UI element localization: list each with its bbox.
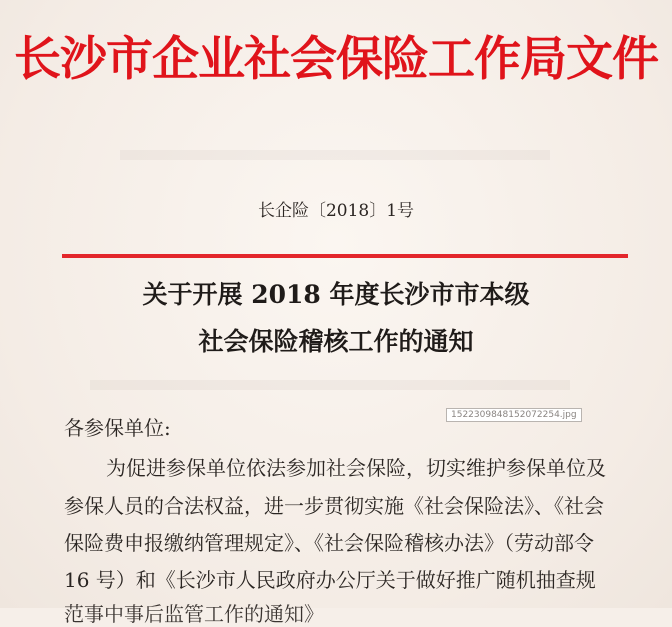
body-paragraph-line: 为促进参保单位依法参加社会保险，切实维护参保单位及 <box>106 456 606 480</box>
body-paragraph-line: 参保人员的合法权益，进一步贯彻实施《社会保险法》、《社会 <box>64 494 604 518</box>
image-filename-tag: 1522309848152072254.jpg <box>446 408 582 422</box>
body-paragraph-line: 范事中事后监管工作的通知》 <box>64 602 324 626</box>
notice-title-line-2: 社会保险稽核工作的通知 <box>198 327 474 356</box>
body-paragraph-line: 16 号）和《长沙市人民政府办公厅关于做好推广随机抽查规 <box>64 568 596 592</box>
salutation: 各参保单位: <box>64 416 171 440</box>
notice-title-line-1: 关于开展 2018 年度长沙市市本级 <box>142 280 530 309</box>
bleed-through-shading <box>90 380 570 390</box>
body-paragraph-line: 保险费申报缴纳管理规定》、《社会保险稽核办法》（劳动部令 <box>64 531 594 555</box>
agency-header-title: 长沙市企业社会保险工作局文件 <box>14 32 658 87</box>
header-red-rule <box>62 254 628 258</box>
bleed-through-shading <box>120 150 550 160</box>
document-number: 长企险〔2018〕1号 <box>257 201 415 221</box>
